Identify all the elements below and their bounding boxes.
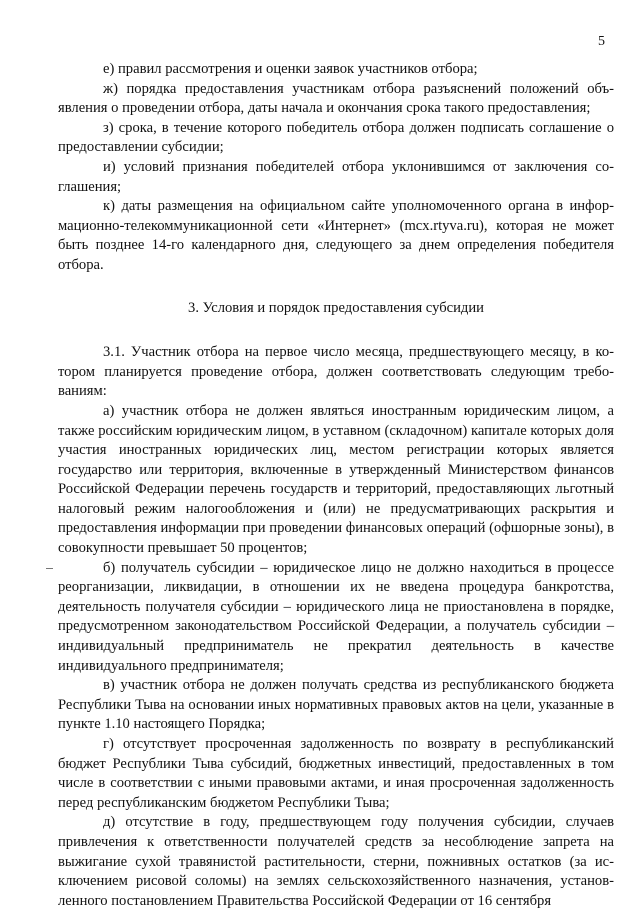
paragraph-requirement-d: д) отсутствие в году, предшествующем году получения субсидии, случаев привлечения к ответственности получателей средств за несоблюдение запрета на выжигание сухой травянистой растительности, стерни, пожнивных остатков (за исключением рисовой соломы) на землях сельскохозяйственного назначения, установленного постановлением Правительства Российской Федерации от 16 сентября — [58, 814, 614, 909]
paragraph-item-e: е) правил рассмотрения и оценки заявок участников отбора; — [103, 61, 478, 77]
paragraph-item-k: к) даты размещения на официальном сайте уполномоченного органа в информационно-телекоммуникационной сети «Интернет» (mcx.rtyva.ru), которая не может быть позднее 14-го календарного дня, следующего за днем определения победителя отбора. — [58, 198, 614, 273]
section-heading: 3. Условия и порядок предоставления субсидии — [188, 299, 484, 316]
paragraph-clause-3-1: 3.1. Участник отбора на первое число месяца, предшествующего месяцу, в котором планируется проведение отбора, должен соответствовать следующим требованиям: — [58, 344, 614, 400]
paragraph-requirement-g: г) отсутствует просроченная задолженность по возврату в республиканский бюджет Республики Тыва субсидий, бюджетных инвестиций, предоставленных в том числе в соответствии с иными правовыми актами, и иная просроченная задолженность перед республиканским бюджетом Республики Тыва; — [58, 736, 614, 811]
paragraph-item-z: з) срока, в течение которого победитель отбора должен подписать соглашение о предоставлении субсидии; — [58, 119, 614, 156]
margin-mark — [46, 568, 53, 569]
paragraph-requirement-v: в) участник отбора не должен получать средства из республиканского бюджета Республики Тыва на основании иных нормативных правовых актов на цели, указанные в пункте 1.10 настоящего Порядка; — [58, 677, 614, 733]
page-number: 5 — [598, 34, 605, 49]
paragraph-requirement-b: б) получатель субсидии – юридическое лицо не должно находиться в процессе реорганизации, ликвидации, в отношении их не введена процедура банкротства, деятельность получателя субсидии – юридического лица не приостановлена в порядке, предусмотренном законодательством Российской Федерации, а получатель субсидии – индивидуальный предприниматель не прекратил деятельность в качестве индивидуального предпринимателя; — [58, 559, 614, 674]
paragraph-item-i: и) условий признания победителей отбора уклонившимся от заключения соглашения; — [58, 158, 614, 195]
paragraph-item-zh: ж) порядка предоставления участникам отбора разъяснений положений объявления о проведении отбора, даты начала и окончания срока такого предоставления; — [58, 80, 614, 117]
document-body — [58, 60, 614, 911]
paragraph-requirement-a: а) участник отбора не должен являться иностранным юридическим лицом, а также российским юридическим лицом, в уставном (складочном) капитале которых доля участия иностранных юридических лиц, местом регистрации которых является государство или территория, включенные в утвержденный Министерством финансов Российской Федерации перечень государств и территорий, предоставляющих льготный налоговый режим налогообложения и (или) не предусматривающих раскрытия и предоставления информации при проведении финансовых операций (офшорные зоны), в совокупности превышает 50 процентов; — [58, 402, 614, 557]
